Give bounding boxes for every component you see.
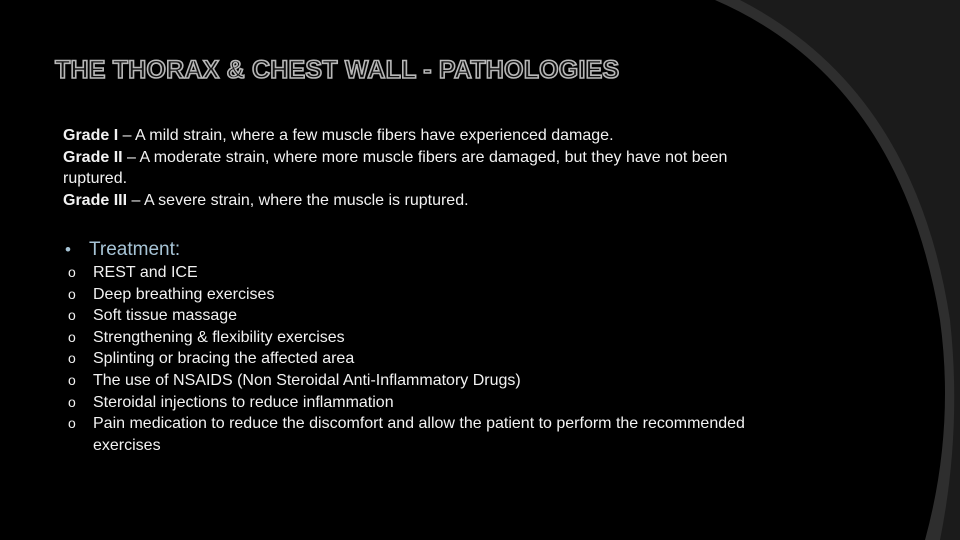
circle-bullet-icon: o xyxy=(68,415,76,432)
circle-bullet-icon: o xyxy=(68,307,76,324)
grade-3-label: Grade III xyxy=(63,191,128,209)
circle-bullet-icon: o xyxy=(68,371,76,388)
treatment-heading xyxy=(65,238,180,262)
list-item xyxy=(68,348,748,370)
slide-title: THE THORAX & CHEST WALL - PATHOLOGIES xyxy=(55,56,620,84)
bullet-icon: • xyxy=(65,240,71,259)
grade-2-text: – A moderate strain, where more muscle fibers are damaged, but they have not been ruptured. xyxy=(63,148,728,187)
treatment-heading-label: Treatment: xyxy=(89,239,181,260)
list-item xyxy=(68,392,748,414)
grade-1-line xyxy=(63,125,763,147)
list-item-text: Strengthening & flexibility exercises xyxy=(93,328,345,346)
circle-bullet-icon: o xyxy=(68,350,76,367)
list-item-text: Pain medication to reduce the discomfort and allow the patient to perform the recommended exercises xyxy=(93,415,745,454)
list-item xyxy=(68,327,748,349)
grade-3-line xyxy=(63,190,763,212)
circle-bullet-icon: o xyxy=(68,393,76,410)
list-item xyxy=(68,370,748,392)
treatment-list xyxy=(68,262,748,456)
grade-2-label: Grade II xyxy=(63,148,123,166)
list-item-text: Deep breathing exercises xyxy=(93,285,275,303)
list-item-text: Soft tissue massage xyxy=(93,307,238,325)
list-item xyxy=(68,284,748,306)
grade-1-text: – A mild strain, where a few muscle fibers have experienced damage. xyxy=(118,127,614,144)
background-arc-inner xyxy=(740,0,960,540)
list-item-text: Splinting or bracing the affected area xyxy=(93,350,355,368)
list-item-text: Steroidal injections to reduce inflammation xyxy=(93,393,394,411)
list-item xyxy=(68,413,748,456)
list-item-text: REST and ICE xyxy=(93,264,198,281)
circle-bullet-icon: o xyxy=(68,285,76,302)
grade-1-label: Grade I xyxy=(63,127,119,144)
grade-definitions xyxy=(63,125,763,211)
grade-3-text: – A severe strain, where the muscle is ruptured. xyxy=(127,191,469,209)
list-item xyxy=(68,262,748,284)
list-item xyxy=(68,305,748,327)
grade-2-line xyxy=(63,147,763,190)
list-item-text: The use of NSAIDS (Non Steroidal Anti-Inflammatory Drugs) xyxy=(93,371,521,389)
circle-bullet-icon: o xyxy=(68,328,76,345)
circle-bullet-icon: o xyxy=(68,264,76,280)
